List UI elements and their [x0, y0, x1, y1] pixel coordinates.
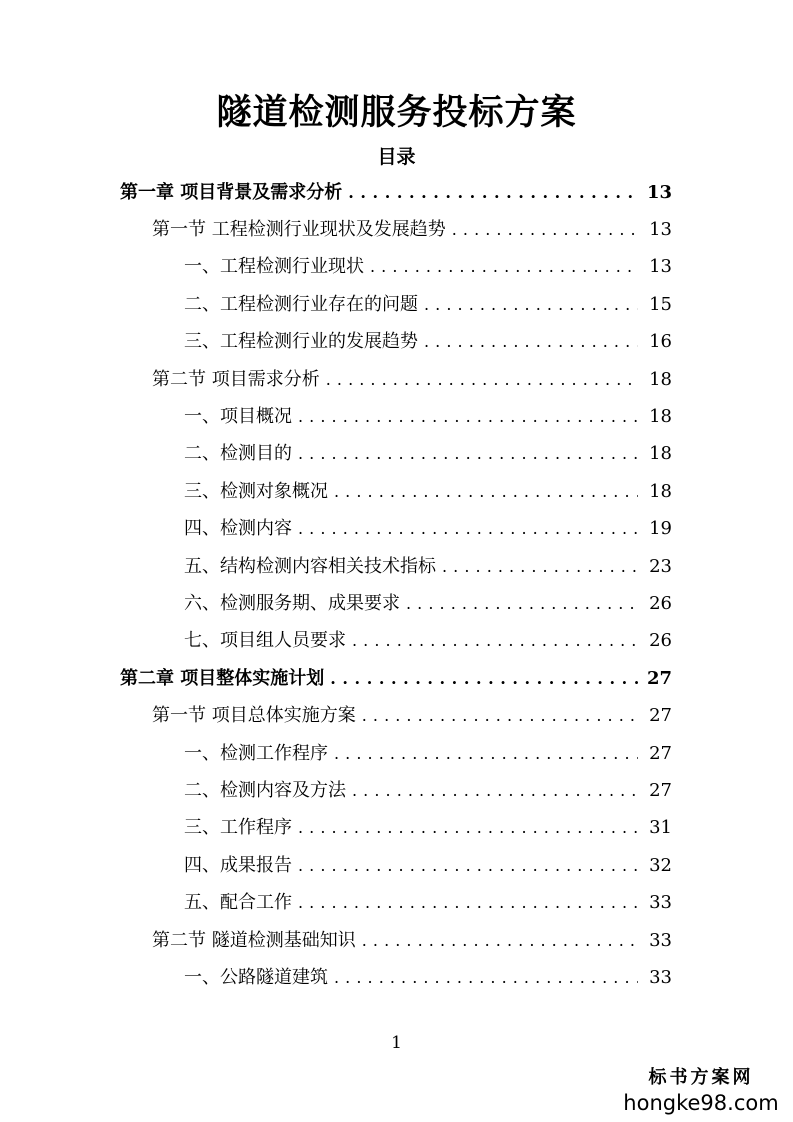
- toc-subsection-entry[interactable]: [0, 548, 793, 585]
- toc-dot-leader: [352, 781, 638, 801]
- toc-subsection-entry[interactable]: [0, 473, 793, 510]
- toc-entry-page: 13: [646, 181, 672, 203]
- toc-entry-label: 二、工程检测行业存在的问题: [184, 293, 418, 315]
- toc-entry-label: 一、公路隧道建筑: [184, 966, 328, 988]
- toc-entry-label: 七、项目组人员要求: [184, 630, 346, 652]
- watermark-title: 标书方案网: [648, 1067, 754, 1088]
- document-title: 隧道检测服务投标方案: [216, 92, 577, 133]
- toc-entry-page: 32: [649, 854, 672, 876]
- toc-entry-page: 16: [649, 331, 672, 353]
- toc-subsection-entry[interactable]: [0, 772, 793, 809]
- toc-entry-label: 第二章 项目整体实施计划: [120, 667, 325, 689]
- toc-subsection-entry[interactable]: [0, 735, 793, 772]
- toc-entry-page: 33: [649, 892, 672, 914]
- page-number: 1: [391, 1033, 402, 1053]
- toc-subsection-entry[interactable]: [0, 959, 793, 996]
- toc-subsection-entry[interactable]: [0, 398, 793, 435]
- toc-entry-label: 二、检测内容及方法: [184, 779, 346, 801]
- toc-entry-page: 27: [646, 667, 672, 689]
- toc-subsection-entry[interactable]: [0, 249, 793, 286]
- toc-chapter-entry[interactable]: [0, 660, 793, 697]
- toc-entry-page: 27: [649, 705, 672, 727]
- toc-chapter-entry[interactable]: [0, 174, 793, 211]
- toc-entry-page: 19: [649, 518, 672, 540]
- toc-entry-page: 18: [649, 368, 672, 390]
- toc-dot-leader: [442, 557, 638, 577]
- toc-entry-page: 27: [649, 779, 672, 801]
- toc-entry-label: 四、成果报告: [184, 854, 292, 876]
- toc-subsection-entry[interactable]: [0, 436, 793, 473]
- toc-dot-leader: [298, 818, 638, 838]
- toc-dot-leader: [362, 706, 638, 726]
- toc-dot-leader: [298, 893, 638, 913]
- toc-dot-leader: [334, 482, 638, 502]
- toc-entry-page: 33: [649, 966, 672, 988]
- toc-entry-label: 一、项目概况: [184, 406, 292, 428]
- toc-entry-page: 23: [649, 555, 672, 577]
- toc-dot-leader: [406, 594, 638, 614]
- toc-entry-label: 第一章 项目背景及需求分析: [120, 181, 343, 203]
- toc-entry-label: 一、检测工作程序: [184, 742, 328, 764]
- toc-dot-leader: [348, 183, 638, 203]
- toc-entry-page: 18: [649, 480, 672, 502]
- toc-subsection-entry[interactable]: [0, 847, 793, 884]
- toc-entry-page: 33: [649, 929, 672, 951]
- toc-subsection-entry[interactable]: [0, 884, 793, 921]
- toc-entry-page: 13: [649, 219, 672, 241]
- toc-entry-label: 第二节 项目需求分析: [152, 368, 320, 390]
- toc-entry-page: 13: [649, 256, 672, 278]
- toc-dot-leader: [298, 856, 638, 876]
- toc-dot-leader: [362, 931, 638, 951]
- toc-dot-leader: [298, 444, 638, 464]
- toc-entry-page: 18: [649, 406, 672, 428]
- toc-subsection-entry[interactable]: [0, 511, 793, 548]
- toc-subsection-entry[interactable]: [0, 324, 793, 361]
- toc-entry-label: 四、检测内容: [184, 518, 292, 540]
- toc-dot-leader: [326, 370, 638, 390]
- toc-subsection-entry[interactable]: [0, 585, 793, 622]
- toc-entry-page: 26: [649, 592, 672, 614]
- toc-entry-label: 三、工作程序: [184, 817, 292, 839]
- toc-entry-label: 第二节 隧道检测基础知识: [152, 929, 356, 951]
- toc-entry-label: 三、检测对象概况: [184, 480, 328, 502]
- toc-entry-label: 五、配合工作: [184, 892, 292, 914]
- toc-entry-page: 31: [649, 817, 672, 839]
- toc-section-entry[interactable]: [0, 361, 793, 398]
- toc-entry-label: 第一节 项目总体实施方案: [152, 705, 356, 727]
- toc-dot-leader: [334, 968, 638, 988]
- toc-dot-leader: [330, 669, 638, 689]
- toc-subsection-entry[interactable]: [0, 810, 793, 847]
- toc-section-entry[interactable]: [0, 211, 793, 248]
- watermark-url: hongke98.com: [623, 1091, 779, 1115]
- toc-subsection-entry[interactable]: [0, 623, 793, 660]
- toc-dot-leader: [424, 332, 638, 352]
- watermark-logo: [621, 1066, 781, 1116]
- toc-entry-label: 第一节 工程检测行业现状及发展趋势: [152, 219, 446, 241]
- toc-subsection-entry[interactable]: [0, 286, 793, 323]
- table-of-contents: [0, 174, 793, 997]
- toc-section-entry[interactable]: [0, 697, 793, 734]
- toc-entry-label: 一、工程检测行业现状: [184, 256, 364, 278]
- toc-entry-page: 18: [649, 443, 672, 465]
- toc-heading: 目录: [377, 146, 416, 168]
- toc-dot-leader: [334, 744, 638, 764]
- toc-entry-page: 27: [649, 742, 672, 764]
- toc-section-entry[interactable]: [0, 922, 793, 959]
- toc-entry-label: 三、工程检测行业的发展趋势: [184, 331, 418, 353]
- toc-entry-page: 15: [649, 293, 672, 315]
- toc-dot-leader: [370, 257, 638, 277]
- toc-dot-leader: [452, 220, 638, 240]
- toc-dot-leader: [298, 519, 638, 539]
- toc-entry-label: 五、结构检测内容相关技术指标: [184, 555, 436, 577]
- toc-entry-page: 26: [649, 630, 672, 652]
- toc-dot-leader: [298, 407, 638, 427]
- toc-dot-leader: [352, 631, 638, 651]
- toc-entry-label: 二、检测目的: [184, 443, 292, 465]
- toc-entry-label: 六、检测服务期、成果要求: [184, 592, 400, 614]
- toc-dot-leader: [424, 295, 638, 315]
